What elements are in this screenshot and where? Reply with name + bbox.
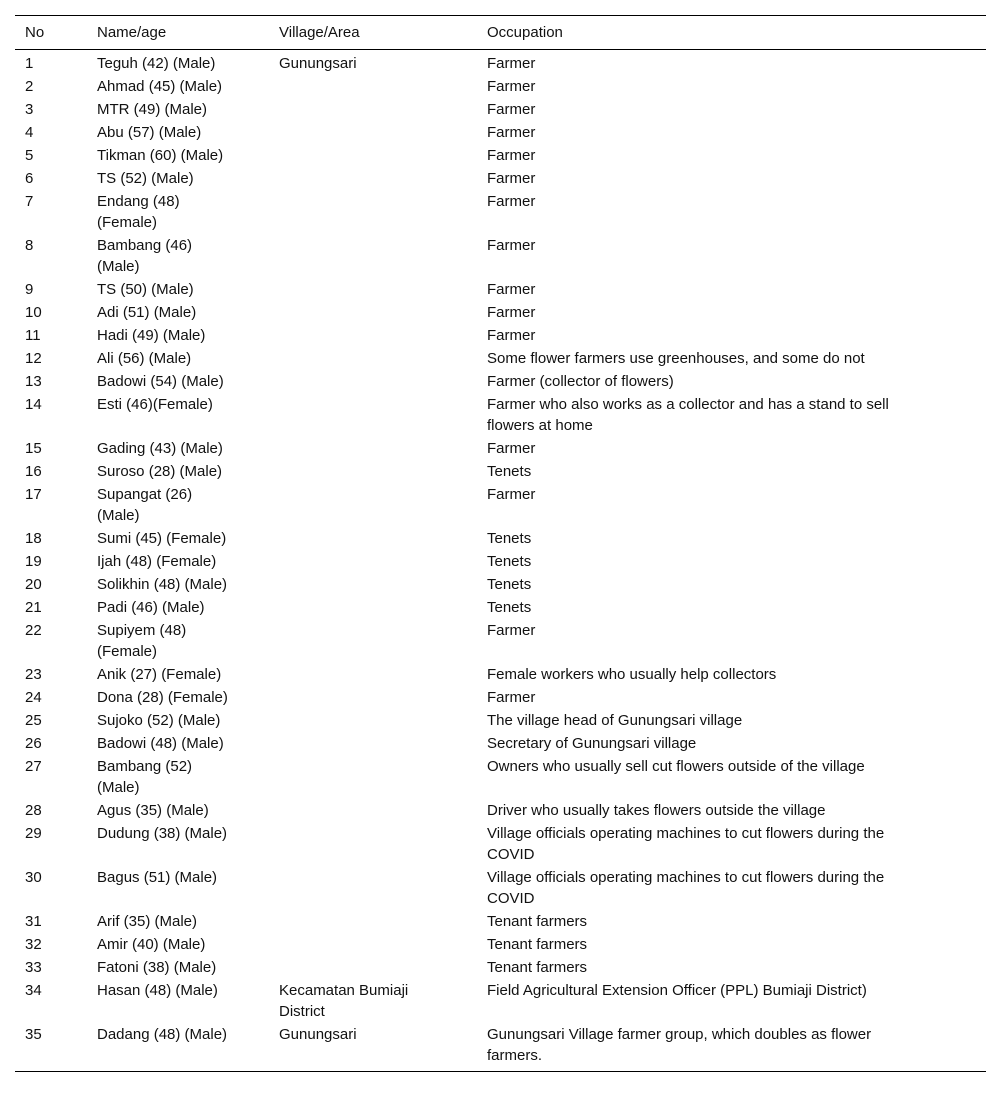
cell-occupation: Farmer: [487, 281, 536, 298]
table-row: [15, 866, 986, 910]
cell-occupation: Gunungsari Village farmer group, which doubles as flower farmers.: [477, 1023, 986, 1072]
cell-no: 6: [25, 170, 34, 187]
cell-village-area: [269, 483, 477, 527]
cell-no: 33: [25, 959, 42, 976]
cell-no: 15: [25, 440, 42, 457]
cell-village-area: Kecamatan Bumiaji District: [279, 982, 409, 1020]
cell-occupation: Some flower farmers use greenhouses, and some do not: [487, 350, 865, 367]
table-row: [15, 437, 986, 460]
informants-table: [15, 15, 986, 1072]
cell-village-area: [269, 370, 477, 393]
cell-name-age: Bambang (46) (Male): [97, 237, 193, 275]
cell-name-age: Hadi (49) (Male): [97, 327, 206, 344]
cell-occupation: Farmer: [487, 622, 536, 639]
table-row: [15, 278, 986, 301]
cell-village-area: [269, 619, 477, 663]
cell-no: 27: [25, 758, 42, 775]
cell-occupation: Farmer: [487, 170, 536, 187]
cell-occupation: Farmer: [487, 304, 536, 321]
cell-village-area: [269, 866, 477, 910]
header-village-area: Village/Area: [269, 16, 477, 50]
cell-name-age: Sujoko (52) (Male): [97, 712, 221, 729]
cell-no: 20: [25, 576, 42, 593]
cell-no: 1: [25, 55, 34, 72]
cell-name-age: Fatoni (38) (Male): [97, 959, 217, 976]
table-row: [15, 98, 986, 121]
cell-no: 24: [25, 689, 42, 706]
cell-occupation: Driver who usually takes flowers outside the village: [487, 802, 826, 819]
cell-no: 35: [15, 1023, 87, 1072]
cell-village-area: [269, 573, 477, 596]
cell-occupation: The village head of Gunungsari village: [487, 712, 743, 729]
cell-name-age: Hasan (48) (Male): [97, 982, 218, 999]
cell-village-area: [269, 98, 477, 121]
cell-village-area: [269, 596, 477, 619]
cell-village-area: Gunungsari: [269, 1023, 477, 1072]
table-row: [15, 709, 986, 732]
cell-occupation: Tenets: [487, 553, 532, 570]
cell-no: 31: [25, 913, 42, 930]
cell-village-area: [269, 799, 477, 822]
cell-name-age: Ijah (48) (Female): [97, 553, 217, 570]
cell-no: 9: [25, 281, 34, 298]
cell-occupation: Tenets: [487, 530, 532, 547]
cell-village-area: [269, 910, 477, 933]
cell-no: 12: [25, 350, 42, 367]
cell-village-area: [269, 527, 477, 550]
cell-no: 5: [25, 147, 34, 164]
cell-name-age: Supiyem (48) (Female): [97, 622, 187, 660]
cell-no: 17: [25, 486, 42, 503]
cell-name-age: Abu (57) (Male): [97, 124, 202, 141]
cell-village-area: [269, 324, 477, 347]
cell-no: 2: [25, 78, 34, 95]
table-row: [15, 460, 986, 483]
table-header: [15, 16, 986, 50]
cell-village-area: Gunungsari: [279, 55, 357, 72]
table-row: [15, 324, 986, 347]
header-name-age: Name/age: [87, 16, 269, 50]
cell-name-age: Badowi (54) (Male): [97, 373, 224, 390]
cell-no: 30: [25, 869, 42, 886]
cell-no: 29: [25, 825, 42, 842]
cell-no: 7: [25, 193, 34, 210]
cell-occupation: Tenant farmers: [487, 936, 588, 953]
cell-village-area: [269, 347, 477, 370]
cell-occupation: Farmer: [487, 124, 536, 141]
table-row: [15, 619, 986, 663]
table-row: [15, 550, 986, 573]
cell-occupation: Tenant farmers: [487, 913, 588, 930]
cell-name-age: Adi (51) (Male): [97, 304, 197, 321]
cell-occupation: Farmer: [487, 237, 536, 254]
cell-village-area: [269, 755, 477, 799]
cell-village-area: [269, 190, 477, 234]
table-row: [15, 370, 986, 393]
cell-name-age: Tikman (60) (Male): [97, 147, 224, 164]
cell-name-age: Dudung (38) (Male): [97, 825, 228, 842]
cell-occupation: Farmer: [487, 440, 536, 457]
cell-village-area: [269, 709, 477, 732]
table-row: [15, 910, 986, 933]
cell-name-age: Bagus (51) (Male): [97, 869, 218, 886]
table-row: [15, 483, 986, 527]
cell-name-age: Agus (35) (Male): [97, 802, 209, 819]
table-row: [15, 190, 986, 234]
table-row: [15, 686, 986, 709]
cell-occupation: Village officials operating machines to cut flowers during the COVID: [487, 825, 885, 863]
table-row: [15, 596, 986, 619]
table-row: [15, 755, 986, 799]
table-body: [15, 50, 986, 1072]
table-row: [15, 50, 986, 76]
cell-name-age: Arif (35) (Male): [97, 913, 198, 930]
cell-no: 26: [25, 735, 42, 752]
cell-no: 14: [25, 396, 42, 413]
cell-name-age: Ali (56) (Male): [97, 350, 192, 367]
cell-no: 28: [25, 802, 42, 819]
cell-occupation: Farmer: [487, 78, 536, 95]
cell-occupation: Tenets: [487, 576, 532, 593]
cell-occupation: Farmer: [487, 193, 536, 210]
cell-occupation: Farmer who also works as a collector and has a stand to sell flowers at home: [487, 396, 889, 434]
informants-table-container: [15, 15, 986, 1072]
cell-no: 23: [25, 666, 42, 683]
cell-no: 19: [25, 553, 42, 570]
cell-name-age: TS (50) (Male): [97, 281, 194, 298]
cell-name-age: Padi (46) (Male): [97, 599, 205, 616]
table-row: [15, 167, 986, 190]
cell-no: 16: [25, 463, 42, 480]
cell-village-area: [269, 75, 477, 98]
cell-name-age: Supangat (26) (Male): [97, 486, 193, 524]
cell-village-area: [269, 278, 477, 301]
header-occupation: Occupation: [477, 16, 986, 50]
cell-occupation: Farmer: [487, 327, 536, 344]
cell-village-area: [269, 301, 477, 324]
table-row: [15, 234, 986, 278]
cell-name-age: Endang (48) (Female): [97, 193, 180, 231]
header-no: No: [15, 16, 87, 50]
header-row: [15, 16, 986, 50]
cell-village-area: [269, 460, 477, 483]
cell-name-age: Gading (43) (Male): [97, 440, 223, 457]
cell-occupation: Farmer: [487, 689, 536, 706]
table-row: [15, 75, 986, 98]
cell-name-age: Bambang (52) (Male): [97, 758, 193, 796]
table-row: [15, 822, 986, 866]
cell-name-age: Solikhin (48) (Male): [97, 576, 228, 593]
cell-name-age: MTR (49) (Male): [97, 101, 208, 118]
cell-name-age: Dadang (48) (Male): [87, 1023, 269, 1072]
cell-occupation: Field Agricultural Extension Officer (PPL) Bumiaji District): [487, 982, 867, 999]
cell-no: 3: [25, 101, 34, 118]
cell-name-age: Teguh (42) (Male): [97, 55, 216, 72]
table-row: [15, 347, 986, 370]
cell-village-area: [269, 437, 477, 460]
cell-occupation: Farmer: [487, 101, 536, 118]
cell-no: 25: [25, 712, 42, 729]
cell-village-area: [269, 732, 477, 755]
cell-village-area: [269, 663, 477, 686]
cell-occupation: Owners who usually sell cut flowers outside of the village: [487, 758, 865, 775]
table-row: [15, 979, 986, 1023]
table-row: [15, 956, 986, 979]
cell-no: 32: [25, 936, 42, 953]
cell-no: 13: [25, 373, 42, 390]
table-row: [15, 933, 986, 956]
table-row: [15, 799, 986, 822]
cell-name-age: Suroso (28) (Male): [97, 463, 223, 480]
cell-name-age: TS (52) (Male): [97, 170, 194, 187]
cell-occupation: Farmer: [487, 486, 536, 503]
cell-occupation: Tenets: [487, 463, 532, 480]
cell-no: 22: [25, 622, 42, 639]
cell-village-area: [269, 144, 477, 167]
cell-no: 21: [25, 599, 42, 616]
cell-village-area: [269, 121, 477, 144]
cell-no: 4: [25, 124, 34, 141]
table-row: [15, 144, 986, 167]
cell-name-age: Badowi (48) (Male): [97, 735, 224, 752]
cell-village-area: [269, 167, 477, 190]
cell-village-area: [269, 933, 477, 956]
cell-no: 18: [25, 530, 42, 547]
cell-name-age: Esti (46)(Female): [97, 396, 213, 413]
cell-village-area: [269, 234, 477, 278]
cell-no: 34: [25, 982, 42, 999]
cell-village-area: [269, 956, 477, 979]
cell-occupation: Tenets: [487, 599, 532, 616]
table-row: [15, 663, 986, 686]
table-row: [15, 393, 986, 437]
cell-occupation: Village officials operating machines to cut flowers during the COVID: [487, 869, 885, 907]
cell-occupation: Farmer: [487, 55, 536, 72]
cell-occupation: Farmer: [487, 147, 536, 164]
cell-village-area: [269, 550, 477, 573]
cell-village-area: [269, 393, 477, 437]
table-row: [15, 573, 986, 596]
table-row: [15, 1023, 986, 1072]
cell-name-age: Dona (28) (Female): [97, 689, 228, 706]
cell-occupation: Farmer (collector of flowers): [487, 373, 674, 390]
cell-name-age: Amir (40) (Male): [97, 936, 206, 953]
cell-no: 11: [25, 327, 41, 344]
cell-name-age: Anik (27) (Female): [97, 666, 222, 683]
table-row: [15, 301, 986, 324]
cell-occupation: Female workers who usually help collectors: [487, 666, 777, 683]
cell-name-age: Sumi (45) (Female): [97, 530, 227, 547]
table-row: [15, 121, 986, 144]
cell-name-age: Ahmad (45) (Male): [97, 78, 223, 95]
cell-occupation: Tenant farmers: [487, 959, 588, 976]
cell-village-area: [269, 686, 477, 709]
cell-no: 10: [25, 304, 42, 321]
table-row: [15, 527, 986, 550]
cell-village-area: [269, 822, 477, 866]
table-row: [15, 732, 986, 755]
cell-occupation: Secretary of Gunungsari village: [487, 735, 697, 752]
cell-no: 8: [25, 237, 34, 254]
